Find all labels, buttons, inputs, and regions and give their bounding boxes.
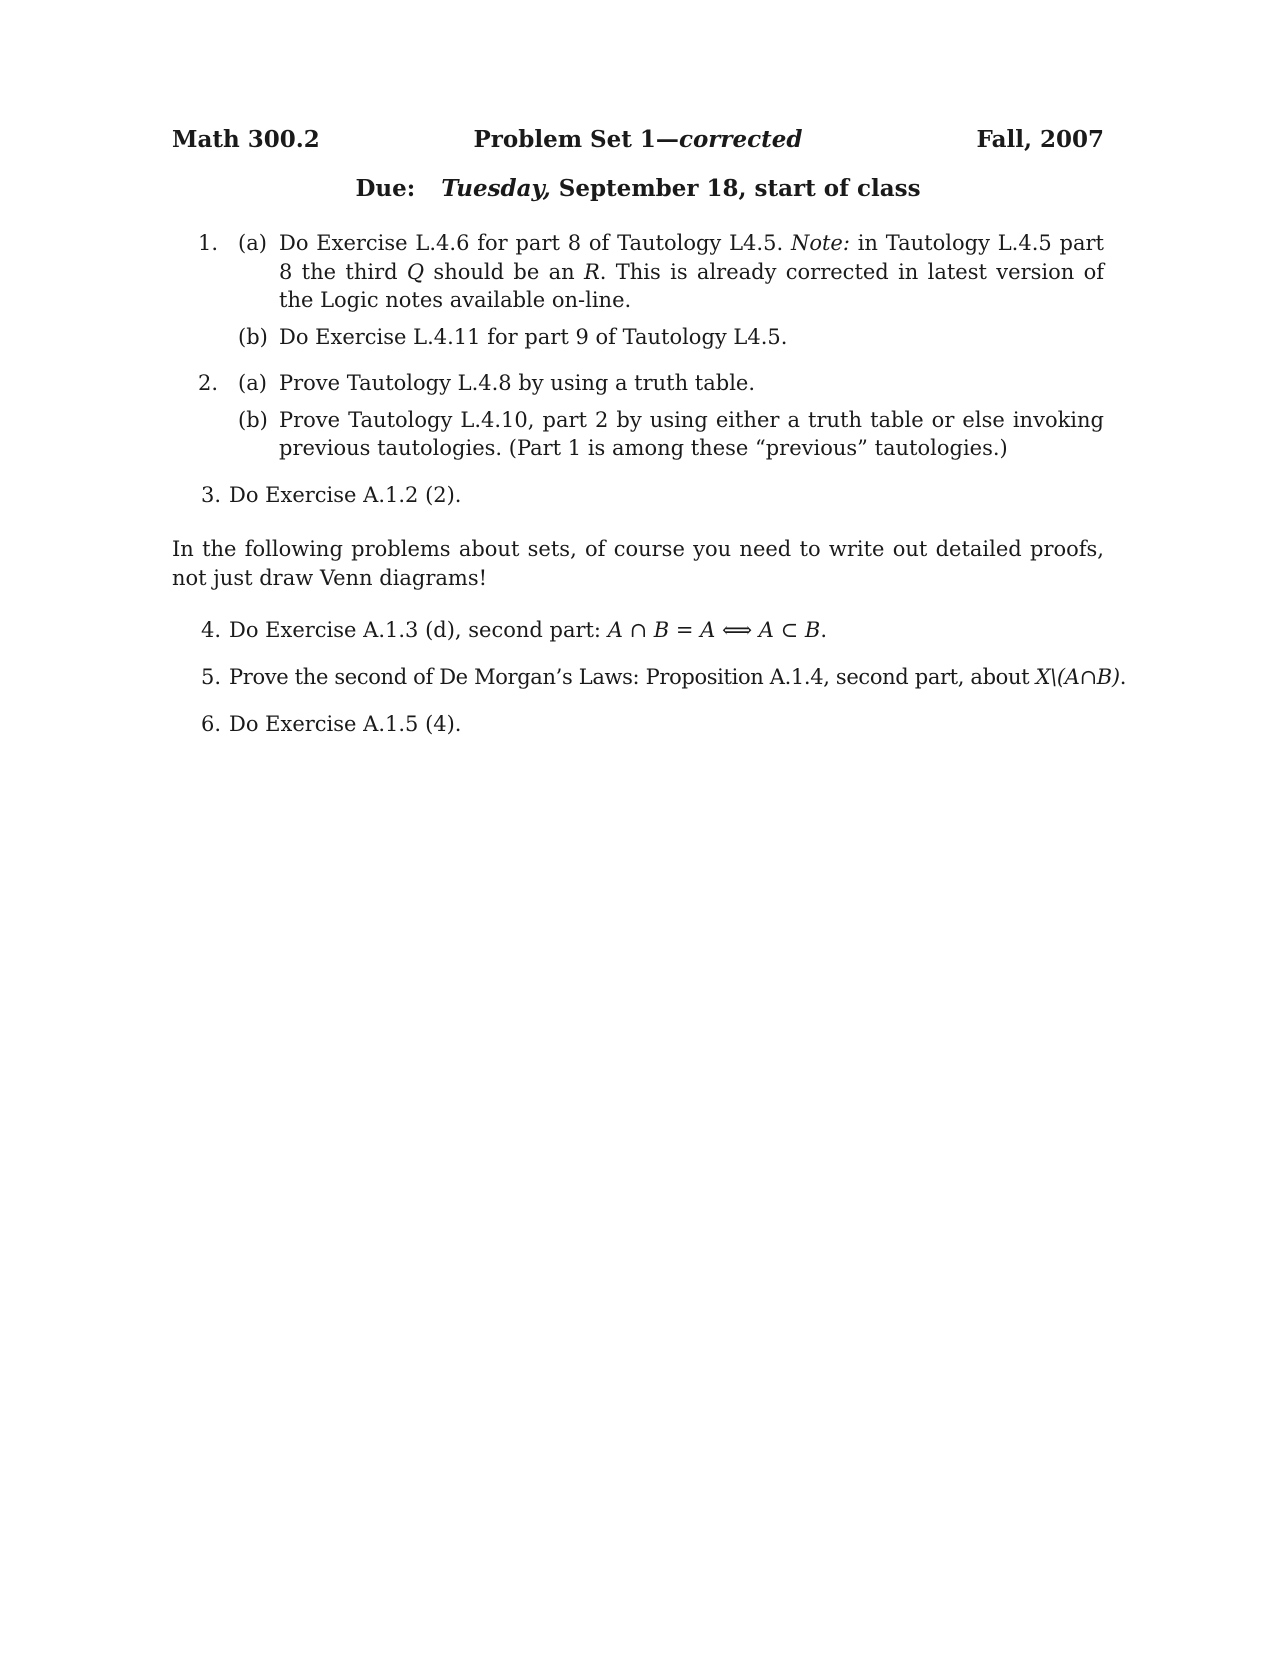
problem-1b (172, 323, 1104, 352)
problem-2b (172, 406, 1104, 463)
problem-body (172, 616, 1104, 645)
due-label: Due: (355, 175, 416, 202)
due-date: September 18, start of class (558, 175, 921, 202)
problem-2 (172, 369, 1104, 463)
problem-number: 6. (201, 712, 222, 736)
term: Fall, 2007 (976, 126, 1104, 153)
problem-text: Do Exercise A.1.2 (2). (229, 483, 462, 507)
problem-4 (172, 616, 1104, 645)
problem-number: 4. (201, 618, 222, 642)
problem-text: should be an (424, 259, 584, 284)
problem-text: Do Exercise L.4.11 for part 9 of Tautology L4.5. (279, 324, 788, 349)
sets-intro-paragraph: In the following problems about sets, of course you need to write out detailed proofs, not just draw Venn diagrams! (172, 537, 1104, 590)
variable-q: Q (406, 259, 425, 284)
part-label: (a) (238, 231, 267, 255)
title-italic: corrected (678, 126, 803, 153)
part-label: (b) (238, 407, 268, 432)
problem-text: Do Exercise L.4.6 for part 8 of Tautology L4.5. (279, 231, 791, 255)
problem-text-end: . (1119, 665, 1127, 689)
due-day: Tuesday, (441, 175, 551, 202)
title-plain: Problem Set 1— (473, 126, 679, 153)
problem-number: 5. (201, 665, 222, 689)
problem-text-end: . (820, 618, 828, 642)
math-expression: X\(A∩B) (1035, 665, 1120, 689)
part-label: (a) (238, 371, 267, 395)
problem-text: Prove Tautology L.4.8 by using a truth table. (279, 371, 756, 395)
problem-body (172, 663, 1127, 692)
problem-number: 1. (198, 231, 219, 255)
note-label: Note: (790, 231, 850, 255)
problem-2a (172, 369, 1104, 398)
problem-text: Do Exercise A.1.5 (4). (229, 712, 462, 736)
problem-1 (172, 229, 1104, 351)
problem-number: 3. (201, 483, 222, 507)
page-header (172, 126, 1104, 158)
part-label: (b) (238, 324, 268, 349)
course-name: Math 300.2 (172, 126, 320, 153)
problem-6 (172, 710, 1104, 739)
document-title (172, 126, 1104, 153)
variable-r: R (583, 259, 600, 284)
problem-text: Prove Tautology L.4.10, part 2 by using either a truth table or else invoking previous tautologies. (Part 1 is among these “previous” tautologies.) (279, 407, 1104, 460)
problem-text: Do Exercise A.1.3 (d), second part: (229, 618, 608, 642)
due-line (172, 175, 1104, 202)
problem-text: Prove the second of De Morgan’s Laws: Proposition A.1.4, second part, about (229, 665, 1036, 689)
problem-text: in Tautology L.4.5 part 8 the third (279, 231, 1104, 284)
problem-3 (172, 481, 1104, 510)
problem-5 (172, 663, 1127, 692)
problem-1a (172, 229, 1104, 315)
problem-number: 2. (198, 371, 219, 395)
problem-text: . This is already corrected in latest version of the Logic notes available on-line. (279, 259, 1105, 312)
math-expression: A ∩ B = A ⟺ A ⊂ B (607, 618, 821, 642)
